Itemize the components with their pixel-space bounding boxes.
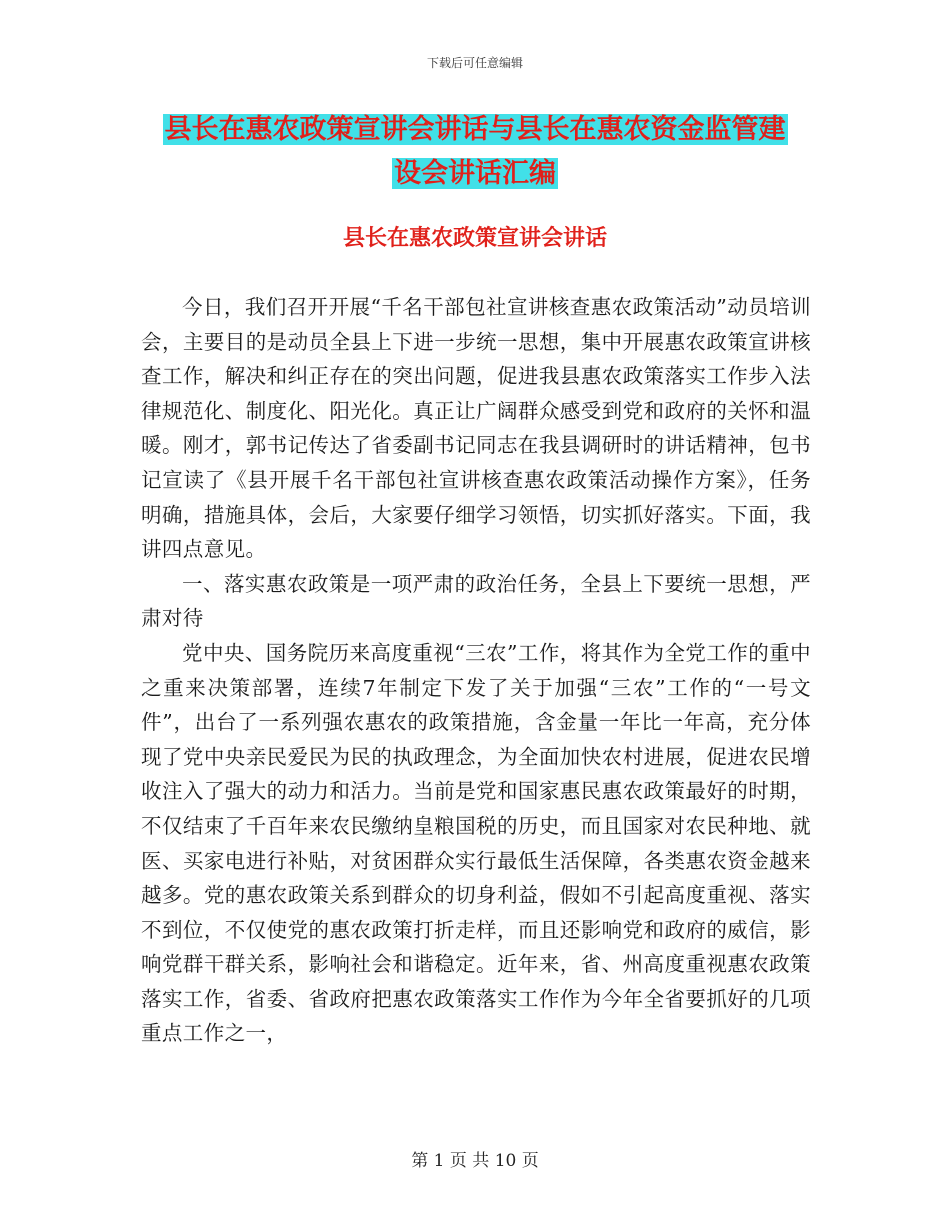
document-body xyxy=(141,290,811,1051)
page-header-note: 下载后可任意编辑 xyxy=(426,56,523,70)
paragraph: 今日，我们召开开展“千名干部包社宣讲核查惠农政策活动”动员培训会，主要目的是动员全县上下进一步统一思想，集中开展惠农政策宣讲核查工作，解决和纠正存在的突出问题，促进我县惠农政策落实工作步入法律规范化、制度化、阳光化。真正让广阔群众感受到党和政府的关怀和温暖。刚才，郭书记传达了省委副书记同志在我县调研时的讲话精神，包书记宣读了《县开展千名干部包社宣讲核查惠农政策活动操作方案》，任务明确，措施具体，会后，大家要仔细学习领悟，切实抓好落实。下面，我讲四点意见。 xyxy=(141,295,811,562)
paragraph: 党中央、国务院历来高度重视“三农”工作，将其作为全党工作的重中之重来决策部署，连续7年制定下发了关于加强“三农”工作的“一号文件”，出台了一系列强农惠农的政策措施，含金量一年比一年高，充分体现了党中央亲民爱民为民的执政理念，为全面加快农村进展，促进农民增收注入了强大的动力和活力。当前是党和国家惠民惠农政策最好的时期，不仅结束了千百年来农民缴纳皇粮国税的历史，而且国家对农民种地、就医、买家电进行补贴，对贫困群众实行最低生活保障，各类惠农资金越来越多。党的惠农政策关系到群众的切身利益，假如不引起高度重视、落实不到位，不仅使党的惠农政策打折走样，而且还影响党和政府的威信，影响党群干群关系，影响社会和谐稳定。近年来，省、州高度重视惠农政策落实工作，省委、省政府把惠农政策落实工作作为今年全省要抓好的几项重点工作之一， xyxy=(141,640,811,1046)
page-number-footer: 第 1 页 共 10 页 xyxy=(411,1151,539,1171)
document-title-line-2 xyxy=(0,157,950,191)
title-highlight: 县长在惠农政策宣讲会讲话与县长在惠农资金监管建 xyxy=(164,114,786,145)
document-title-line-1 xyxy=(0,113,950,147)
section-title: 县长在惠农政策宣讲会讲话 xyxy=(342,225,607,251)
title-highlight: 设会讲话汇编 xyxy=(394,158,556,189)
paragraph-heading: 一、落实惠农政策是一项严肃的政治任务，全县上下要统一思想，严肃对待 xyxy=(141,571,811,631)
